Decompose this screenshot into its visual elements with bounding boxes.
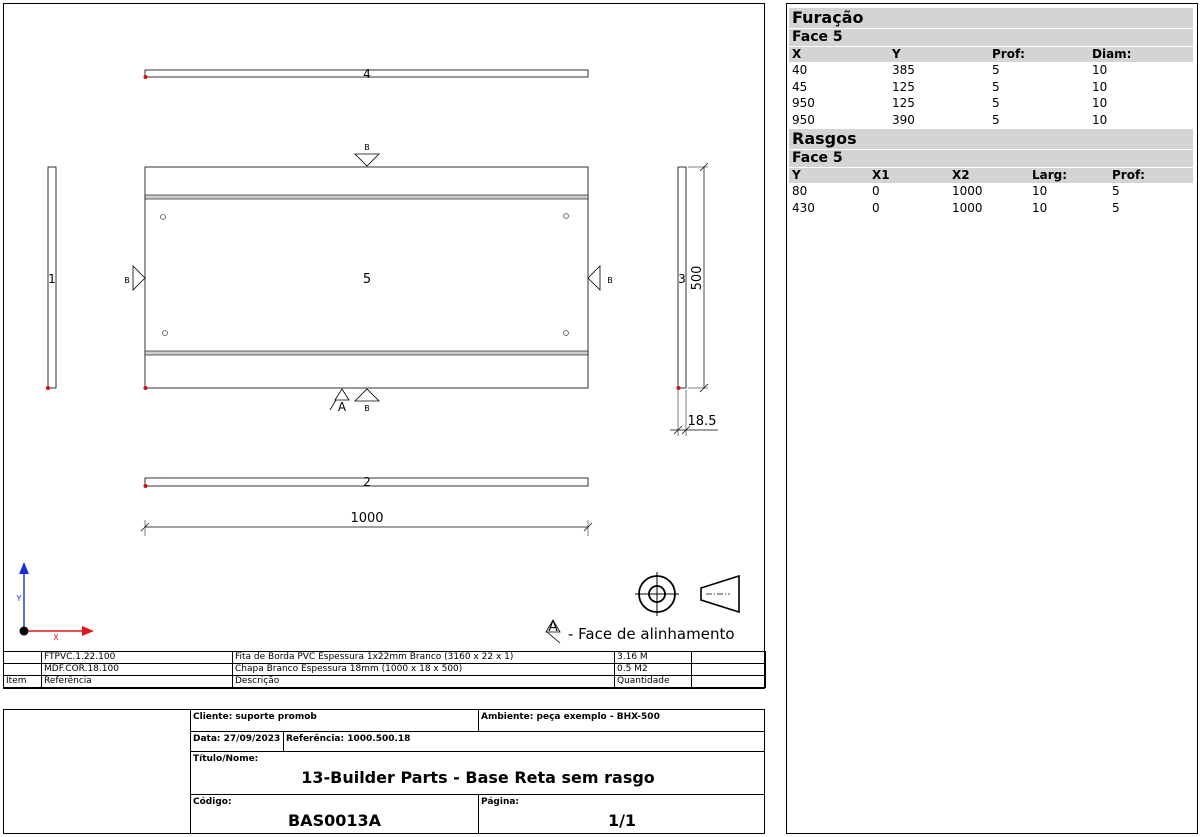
page-field	[478, 794, 765, 833]
header-quantity: Quantidade	[615, 676, 692, 688]
svg-text:B: B	[364, 143, 370, 152]
edge-left-view[interactable]	[46, 167, 56, 390]
parts-reference-cell: MDF.COR.18.100	[42, 664, 233, 676]
page-number: 1/1	[607, 811, 637, 830]
origin-marker	[677, 386, 681, 390]
svg-text:B: B	[607, 276, 613, 285]
edge-right-view[interactable]	[677, 167, 687, 390]
axis-indicator	[16, 562, 94, 642]
title-block	[3, 709, 765, 834]
edge-bottom-view[interactable]	[144, 475, 589, 489]
part-label-left: 1	[48, 272, 56, 286]
document-title: 13-Builder Parts - Base Reta sem rasgo	[301, 768, 655, 787]
svg-text:500: 500	[690, 265, 705, 291]
drilling-columns: X Y Prof: Diam:	[789, 47, 1193, 62]
axis-x-label: X	[53, 633, 59, 642]
parts-quantity-cell: 0.5 M2	[615, 664, 692, 676]
drill-hole	[161, 215, 166, 220]
face-marker-left	[124, 266, 145, 290]
parts-item-cell	[4, 652, 42, 664]
header-description: Descrição	[233, 676, 615, 688]
slot-bottom	[145, 351, 588, 355]
alignment-symbol-letter: A	[548, 619, 558, 635]
title-label: Título/Nome:	[193, 754, 259, 764]
svg-text:A: A	[337, 400, 347, 414]
parts-item-cell	[4, 664, 42, 676]
title-field	[190, 751, 765, 794]
document-code: BAS0013A	[287, 811, 381, 830]
client-field: Cliente: suporte promob	[190, 710, 478, 731]
alignment-legend	[546, 619, 735, 643]
edge-top-view[interactable]	[144, 67, 589, 81]
drill-hole	[564, 331, 569, 336]
origin-marker	[144, 75, 148, 79]
face-marker-top	[355, 143, 379, 166]
axis-y-label: Y	[16, 594, 22, 603]
first-angle-target-icon	[635, 572, 679, 616]
slot-top	[145, 195, 588, 199]
code-field	[190, 794, 478, 833]
projection-cone-icon	[701, 576, 739, 612]
face-marker-right	[588, 266, 613, 290]
slots-title: Rasgos	[789, 129, 1193, 149]
parts-extra-cell	[692, 664, 766, 676]
drill-hole	[163, 331, 168, 336]
dimension-thickness	[670, 390, 718, 436]
header-item: Item	[4, 676, 42, 688]
reference-field: Referência: 1000.500.18	[283, 731, 765, 751]
environment-field: Ambiente: peça exemplo - BHX-500	[478, 710, 765, 731]
parts-description-cell: Fita de Borda PVC Espessura 1x22mm Branco (3160 x 22 x 1)	[233, 652, 615, 664]
code-label: Código:	[193, 797, 232, 807]
table-row[interactable]: 40 385 5 10	[792, 63, 1108, 77]
parts-list-table	[3, 651, 766, 688]
svg-text:B: B	[124, 276, 130, 285]
dimension-height	[688, 163, 708, 392]
drill-hole	[564, 214, 569, 219]
origin-marker	[144, 386, 148, 390]
origin-marker	[144, 484, 148, 488]
part-label-right: 3	[678, 272, 686, 286]
table-row[interactable]: 45 125 5 10	[792, 79, 1108, 94]
table-row[interactable]: 950 125 5 10	[792, 96, 1108, 110]
table-row[interactable]: 430 0 1000 10 5	[792, 200, 1120, 215]
slots-face: Face 5	[789, 150, 1193, 167]
part-label-top: 4	[363, 67, 371, 81]
machining-panel	[786, 3, 1198, 834]
parts-quantity-cell: 3.16 M	[615, 652, 692, 664]
parts-reference-cell: FTPVC.1.22.100	[42, 652, 233, 664]
table-row[interactable]: 950 390 5 10	[792, 112, 1108, 127]
header-extra	[692, 676, 766, 688]
part-label-panel: 5	[362, 272, 372, 287]
dimension-width	[141, 511, 592, 536]
parts-description-cell: Chapa Branco Espessura 18mm (1000 x 18 x 500)	[233, 664, 615, 676]
face-marker-bottom	[355, 389, 379, 413]
slots-columns: Y X1 X2 Larg: Prof:	[789, 168, 1193, 183]
alignment-marker	[330, 389, 349, 414]
date-field: Data: 27/09/2023	[190, 731, 283, 751]
svg-text:18.5: 18.5	[687, 414, 717, 429]
svg-text:1000: 1000	[350, 511, 384, 526]
panel-face-5[interactable]	[144, 167, 589, 390]
alignment-legend-text: - Face de alinhamento	[568, 625, 735, 643]
origin-marker	[46, 386, 50, 390]
page-label: Página:	[481, 797, 520, 807]
drilling-title: Furação	[789, 8, 1193, 28]
table-row[interactable]: 80 0 1000 10 5	[792, 184, 1120, 198]
table-row[interactable]	[4, 664, 766, 676]
table-row[interactable]	[4, 652, 766, 664]
parts-header-row	[4, 676, 766, 688]
part-label-bottom: 2	[363, 475, 371, 489]
header-reference: Referência	[42, 676, 233, 688]
svg-text:B: B	[364, 404, 370, 413]
parts-extra-cell	[692, 652, 766, 664]
drilling-face: Face 5	[789, 29, 1193, 46]
